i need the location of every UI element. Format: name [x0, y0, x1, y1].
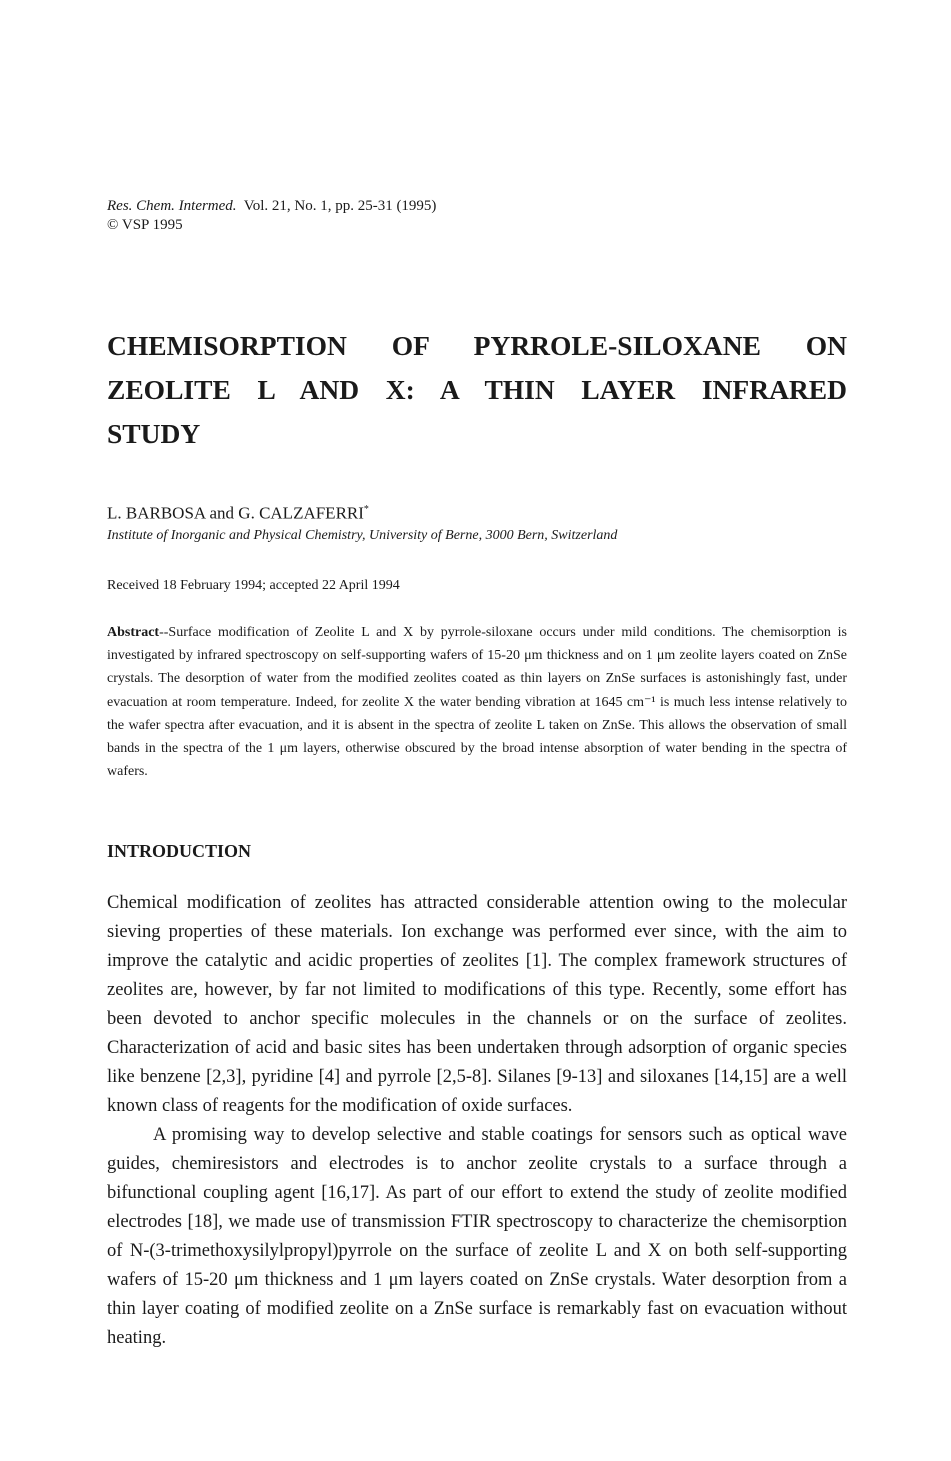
abstract	[107, 621, 847, 783]
abstract-text: --Surface modification of Zeolite L and X by pyrrole-siloxane occurs under mild conditions. The chemisorption is investigated by infrared spectroscopy on self-supporting wafers of 15-20 μm thickness and on 1 μm zeolite layers coated on ZnSe crystals. The desorption of water from the modified zeolites coated as thin layers on ZnSe surfaces is astonishingly fast, under evacuation at room temperature. Indeed, for zeolite X the water bending vibration at 1645 cm⁻¹ is much less intense relatively to the wafer spectra after evacuation, and it is absent in the spectra of zeolite L taken on ZnSe. This allows the observation of small bands in the spectra of the 1 μm layers, otherwise obscured by the broad intense absorption of water bending in the spectra of wafers.	[107, 625, 847, 780]
abstract-label: Abstract	[107, 625, 160, 640]
title-line: CHEMISORPTION OF PYRROLE-SILOXANE ON	[107, 330, 847, 361]
journal-copyright: © VSP 1995	[107, 217, 183, 233]
received-dates: Received 18 February 1994; accepted 22 April 1994	[107, 578, 400, 593]
paper-title	[107, 324, 847, 456]
author-names: L. BARBOSA and G. CALZAFERRI	[107, 503, 364, 523]
title-line: ZEOLITE L AND X: A THIN LAYER INFRARED	[107, 374, 847, 405]
body-paragraph: A promising way to develop selective and stable coatings for sensors such as optical wave guides, chemiresistors and electrodes is to anchor zeolite crystals to a surface through a bifunctional coupling agent [16,17]. As part of our effort to extend the study of zeolite modified electrodes [18], we made use of transmission FTIR spectroscopy to characterize the chemisorption of N-(3-trimethoxysilylpropyl)pyrrole on the surface of zeolite L and X on both self-supporting wafers of 15-20 μm thickness and 1 μm layers coated on ZnSe crystals. Water desorption from a thin layer coating of modified zeolite on a ZnSe surface is remarkably fast on evacuation without heating.	[107, 1125, 847, 1348]
section-heading-introduction: INTRODUCTION	[107, 841, 252, 861]
introduction-body	[107, 889, 847, 1353]
journal-volume: Vol. 21, No. 1, pp. 25-31 (1995)	[243, 198, 437, 214]
author-list	[107, 500, 369, 524]
paper-page	[107, 0, 847, 1461]
body-paragraph: Chemical modification of zeolites has attracted considerable attention owing to the molecular sieving properties of these materials. Ion exchange was performed ever since, with the aim to improve the catalytic and acidic properties of zeolites [1]. The complex framework structures of zeolites are, however, by far not limited to modifications of this type. Recently, some effort has been devoted to anchor specific molecules in the channels or on the surface of zeolites. Characterization of acid and basic sites has been undertaken through adsorption of organic species like benzene [2,3], pyridine [4] and pyrrole [2,5-8]. Silanes [9-13] and siloxanes [14,15] are a well known class of reagents for the modification of oxide surfaces.	[107, 893, 847, 1116]
journal-citation	[107, 197, 436, 216]
affiliation: Institute of Inorganic and Physical Chemistry, University of Berne, 3000 Bern, Switzerland	[107, 528, 618, 543]
corresponding-author-mark: *	[363, 504, 369, 515]
journal-name: Res. Chem. Intermed.	[107, 198, 237, 214]
title-line: STUDY	[107, 418, 201, 449]
journal-header	[107, 197, 436, 235]
